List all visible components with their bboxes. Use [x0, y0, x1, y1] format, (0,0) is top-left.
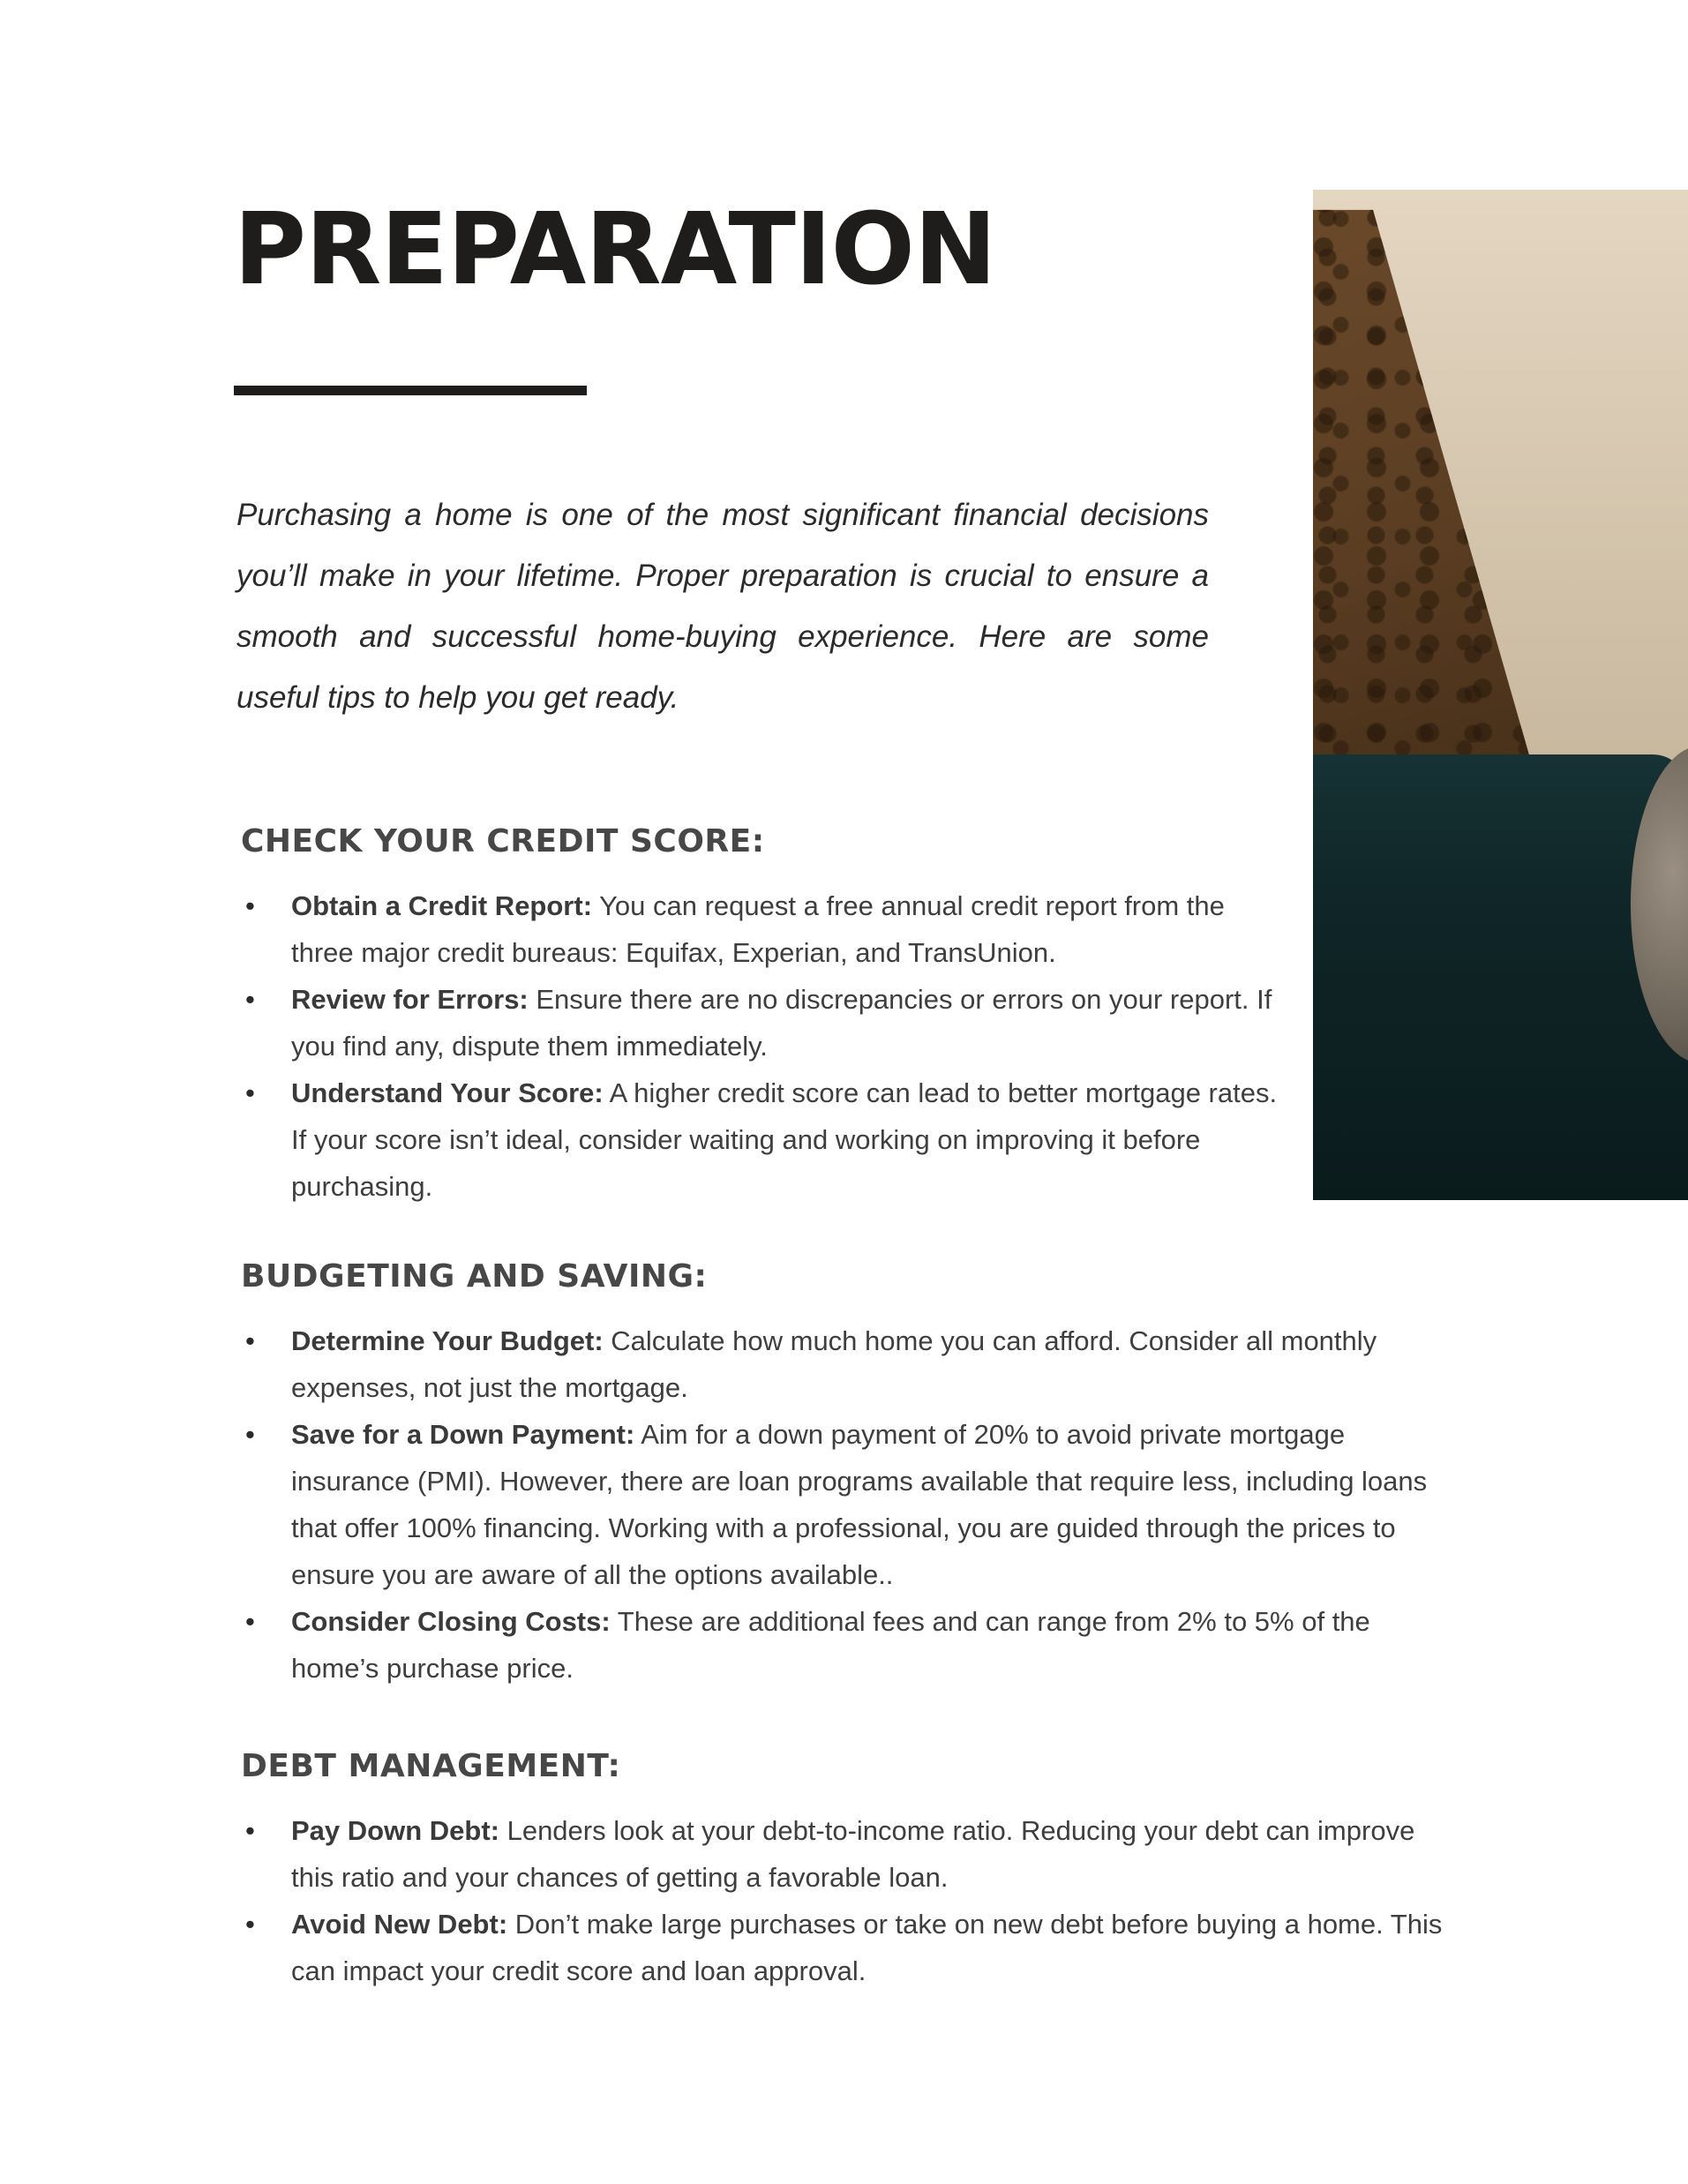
- item-text: Lenders look at your debt-to-income ratio. Reducing your debt can improve this ratio and your chances of getting a favorable loan.: [291, 1815, 1415, 1893]
- bullet-icon: •: [245, 984, 255, 1015]
- item-text: Don’t make large purchases or take on new debt before buying a home. This can impact your credit score and loan approval.: [291, 1909, 1443, 1986]
- list-item: [245, 1598, 1463, 1692]
- section-heading-budgeting: BUDGETING AND SAVING:: [241, 1258, 708, 1295]
- intro-paragraph: Purchasing a home is one of the most significant financial decisions you’ll make in your lifetime. Proper preparation is crucial to ensure a smooth and successful home-buying experience. Here are some useful tips to help you get ready.: [236, 498, 1209, 715]
- item-label: Consider Closing Costs:: [291, 1606, 611, 1637]
- item-label: Save for a Down Payment:: [291, 1419, 635, 1450]
- bullet-icon: •: [245, 1815, 255, 1846]
- list-item: [245, 1317, 1463, 1411]
- section-heading-credit-score: CHECK YOUR CREDIT SCORE:: [241, 823, 765, 859]
- bullet-icon: •: [245, 1077, 255, 1108]
- item-label: Determine Your Budget:: [291, 1325, 604, 1356]
- bullet-icon: •: [245, 890, 255, 921]
- item-text: Calculate how much home you can afford. Consider all monthly expenses, not just the mortgage.: [291, 1325, 1377, 1403]
- item-text: Ensure there are no discrepancies or errors on your report. If you find any, dispute them immediately.: [291, 984, 1272, 1062]
- list-item: [245, 882, 1287, 976]
- interior-photo: [1313, 190, 1688, 1200]
- section-heading-debt: DEBT MANAGEMENT:: [241, 1748, 621, 1784]
- item-label: Understand Your Score:: [291, 1077, 604, 1108]
- list-item: [245, 976, 1287, 1069]
- title-underline: [234, 386, 587, 395]
- photo-sofa: [1313, 754, 1688, 1200]
- budgeting-list: [245, 1317, 1463, 1692]
- list-item: [245, 1411, 1463, 1598]
- item-text: Aim for a down payment of 20% to avoid private mortgage insurance (PMI). However, there are loan programs available that require less, including loans that offer 100% financing. Working with a professional, you are guided through the prices to ensure you are aware of all the options available..: [291, 1419, 1428, 1590]
- page-title: PREPARATION: [234, 192, 996, 307]
- item-text: You can request a free annual credit report from the three major credit bureaus: Equifax, Experian, and TransUnion.: [291, 890, 1225, 968]
- list-item: [245, 1901, 1463, 1994]
- item-label: Pay Down Debt:: [291, 1815, 499, 1846]
- item-label: Review for Errors:: [291, 984, 529, 1015]
- bullet-icon: •: [245, 1325, 255, 1356]
- item-text: These are additional fees and can range from 2% to 5% of the home’s purchase price.: [291, 1606, 1370, 1684]
- item-text: A higher credit score can lead to better mortgage rates. If your score isn’t ideal, consider waiting and working on improving it before purchasing.: [291, 1077, 1278, 1202]
- bullet-icon: •: [245, 1606, 255, 1637]
- list-item: [245, 1069, 1287, 1210]
- bullet-icon: •: [245, 1909, 255, 1940]
- bullet-icon: •: [245, 1419, 255, 1450]
- item-label: Avoid New Debt:: [291, 1909, 508, 1940]
- debt-list: [245, 1807, 1463, 1994]
- item-label: Obtain a Credit Report:: [291, 890, 593, 921]
- credit-score-list: [245, 882, 1287, 1210]
- list-item: [245, 1807, 1463, 1901]
